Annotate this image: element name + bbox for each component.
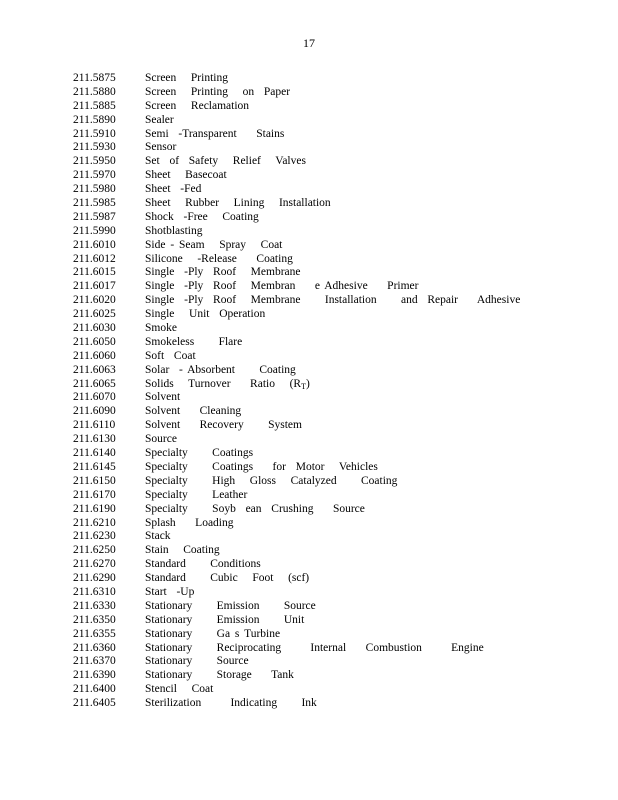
defined-term <box>145 197 331 211</box>
defined-term <box>145 655 249 669</box>
defined-term-text: Set of Safety Relief Valves <box>145 155 306 168</box>
section-number: 211.5885 <box>73 99 116 112</box>
section-number: 211.6050 <box>73 335 116 348</box>
section-number: 211.6020 <box>73 294 116 307</box>
defined-term-text: Sheet Basecoat <box>145 169 227 182</box>
defined-term <box>145 155 306 169</box>
defined-term <box>145 294 520 308</box>
defined-term-text: Stencil Coat <box>145 683 214 696</box>
defined-term-text: Solvent <box>145 391 181 404</box>
defined-term <box>145 391 180 405</box>
defined-term <box>145 280 418 294</box>
defined-term-text: Stationary Emission Source <box>145 599 316 612</box>
defined-term-text: Standard Conditions <box>145 558 261 571</box>
defined-term <box>145 183 201 197</box>
section-number: 211.6017 <box>73 280 116 293</box>
section-number: 211.6015 <box>73 266 116 279</box>
defined-term <box>145 225 203 239</box>
section-number: 211.5950 <box>73 155 116 168</box>
section-number: 211.5987 <box>73 210 116 223</box>
section-number: 211.6065 <box>73 377 116 390</box>
section-number: 211.5970 <box>73 169 116 182</box>
defined-term-text: Specialty High Gloss Catalyzed Coating <box>145 474 398 487</box>
defined-term-text: Sterilization Indicating Ink <box>145 697 317 710</box>
defined-term-text: Solvent Cleaning <box>145 405 242 418</box>
section-number: 211.5890 <box>73 113 116 126</box>
defined-term-text: Screen Printing on Paper <box>145 85 291 98</box>
section-number: 211.6010 <box>73 238 116 251</box>
defined-term <box>145 683 213 697</box>
defined-term <box>145 419 302 433</box>
defined-term-text: Specialty Leather <box>145 488 248 501</box>
defined-term-text: Specialty Coatings <box>145 447 254 460</box>
section-number: 211.5985 <box>73 197 116 210</box>
section-number: 211.6290 <box>73 572 116 585</box>
section-number: 211.6310 <box>73 585 116 598</box>
defined-term-text: Semi -Transparent Stains <box>145 127 285 140</box>
section-number: 211.6360 <box>73 641 116 654</box>
defined-term <box>145 253 293 267</box>
section-number: 211.5980 <box>73 183 116 196</box>
defined-term-text: Screen Printing <box>145 72 228 84</box>
defined-term-text: Stationary Source <box>145 655 249 668</box>
defined-term <box>145 266 301 280</box>
defined-term-text: Stain Coating <box>145 544 220 557</box>
defined-term <box>145 169 227 183</box>
defined-term <box>145 308 265 322</box>
section-number: 211.6130 <box>73 433 116 446</box>
defined-term <box>145 503 365 517</box>
section-number: 211.5880 <box>73 85 116 98</box>
section-number: 211.6210 <box>73 516 116 529</box>
section-number: 211.6400 <box>73 683 116 696</box>
defined-term <box>145 433 177 447</box>
defined-term <box>145 336 242 350</box>
defined-term-text: Specialty Coatings for Motor Vehicles <box>145 460 378 473</box>
defined-term <box>145 586 194 600</box>
defined-term-text: Single -Ply Roof Membrane <box>145 266 301 279</box>
section-number: 211.6060 <box>73 349 116 362</box>
defined-term <box>145 141 176 155</box>
section-number: 211.6150 <box>73 474 116 487</box>
defined-term <box>145 211 259 225</box>
section-number: 211.6405 <box>73 697 116 710</box>
defined-term <box>145 239 282 253</box>
page-number: 17 <box>303 36 315 50</box>
defined-term-text: Shock -Free Coating <box>145 210 259 223</box>
section-number: 211.6170 <box>73 488 116 501</box>
section-number: 211.5930 <box>73 141 116 154</box>
term-subscript: T <box>301 381 306 391</box>
defined-term <box>145 322 177 336</box>
section-number: 211.6230 <box>73 530 116 543</box>
defined-term-text: Sheet Rubber Lining Installation <box>145 197 331 210</box>
defined-term-text: Sealer <box>145 113 174 126</box>
defined-term-text: Start -Up <box>145 585 195 598</box>
defined-term-text: Soft Coat <box>145 349 196 362</box>
section-number: 211.6250 <box>73 544 116 557</box>
section-number: 211.6370 <box>73 655 116 668</box>
defined-term <box>145 475 397 489</box>
defined-term-text: Smokeless Flare <box>145 335 243 348</box>
defined-term-text: Specialty Soyb ean Crushing Source <box>145 502 365 515</box>
defined-term-text: Source <box>145 433 177 446</box>
defined-term <box>145 572 309 586</box>
section-number: 211.6145 <box>73 460 116 473</box>
defined-term <box>145 517 234 531</box>
section-number: 211.6110 <box>73 419 116 432</box>
defined-term-text: Single -Ply Roof Membran e Adhesive Primer <box>145 280 419 293</box>
section-number: 211.6025 <box>73 308 116 321</box>
defined-term <box>145 489 247 503</box>
defined-term-text: Splash Loading <box>145 516 234 529</box>
defined-term-text: Stationary Storage Tank <box>145 669 294 682</box>
defined-term <box>145 544 220 558</box>
defined-term <box>145 86 290 100</box>
defined-term <box>145 628 280 642</box>
section-number: 211.6330 <box>73 599 116 612</box>
section-number: 211.6030 <box>73 322 116 335</box>
defined-term <box>145 350 196 364</box>
defined-term <box>145 614 304 628</box>
section-number: 211.6012 <box>73 252 116 265</box>
defined-term <box>145 642 484 656</box>
defined-term <box>145 530 171 544</box>
section-number: 211.6390 <box>73 669 116 682</box>
defined-term-text: Shotblasting <box>145 224 203 237</box>
section-number: 211.6063 <box>73 363 116 376</box>
defined-term <box>145 669 294 683</box>
defined-term <box>145 114 174 128</box>
defined-term <box>145 600 316 614</box>
defined-term <box>145 128 284 142</box>
defined-term-text: Sheet -Fed <box>145 183 202 196</box>
section-number: 211.6140 <box>73 447 116 460</box>
defined-term-text: Solar - Absorbent Coating <box>145 363 296 376</box>
section-number: 211.5875 <box>73 72 116 84</box>
section-number: 211.5910 <box>73 127 116 140</box>
defined-term-text: Smoke <box>145 322 177 335</box>
section-number: 211.6090 <box>73 405 116 418</box>
defined-term <box>145 447 253 461</box>
defined-term-text: Solids Turnover Ratio (R <box>145 377 302 390</box>
term-suffix: ) <box>306 377 310 390</box>
defined-term-text: Sensor <box>145 141 177 154</box>
defined-term-text: Single Unit Operation <box>145 308 266 321</box>
section-number: 211.6190 <box>73 502 116 515</box>
defined-term-text: Side - Seam Spray Coat <box>145 238 283 251</box>
defined-term-text: Screen Reclamation <box>145 99 250 112</box>
defined-term-text: Stationary Emission Unit <box>145 613 305 626</box>
defined-term <box>145 100 249 114</box>
defined-term-text: Solvent Recovery System <box>145 419 302 432</box>
section-number: 211.6350 <box>73 613 116 626</box>
defined-term <box>145 72 228 86</box>
defined-term <box>145 364 296 378</box>
section-number: 211.6355 <box>73 627 116 640</box>
defined-term <box>145 405 241 419</box>
section-number: 211.6070 <box>73 391 116 404</box>
defined-term-text: Single -Ply Roof Membrane Installation and Repair Adhesive <box>145 294 521 307</box>
defined-term-text: Stationary Ga s Turbine <box>145 627 281 640</box>
defined-term <box>145 558 261 572</box>
defined-term <box>145 461 378 475</box>
section-number: 211.5990 <box>73 224 116 237</box>
defined-term-text: Stationary Reciprocating Internal Combustion Engine <box>145 641 484 654</box>
section-number: 211.6270 <box>73 558 116 571</box>
defined-term <box>145 697 317 711</box>
defined-term <box>145 378 310 392</box>
defined-term-text: Standard Cubic Foot (scf) <box>145 572 310 585</box>
defined-term-text: Silicone -Release Coating <box>145 252 293 265</box>
defined-term-text: Stack <box>145 530 171 543</box>
